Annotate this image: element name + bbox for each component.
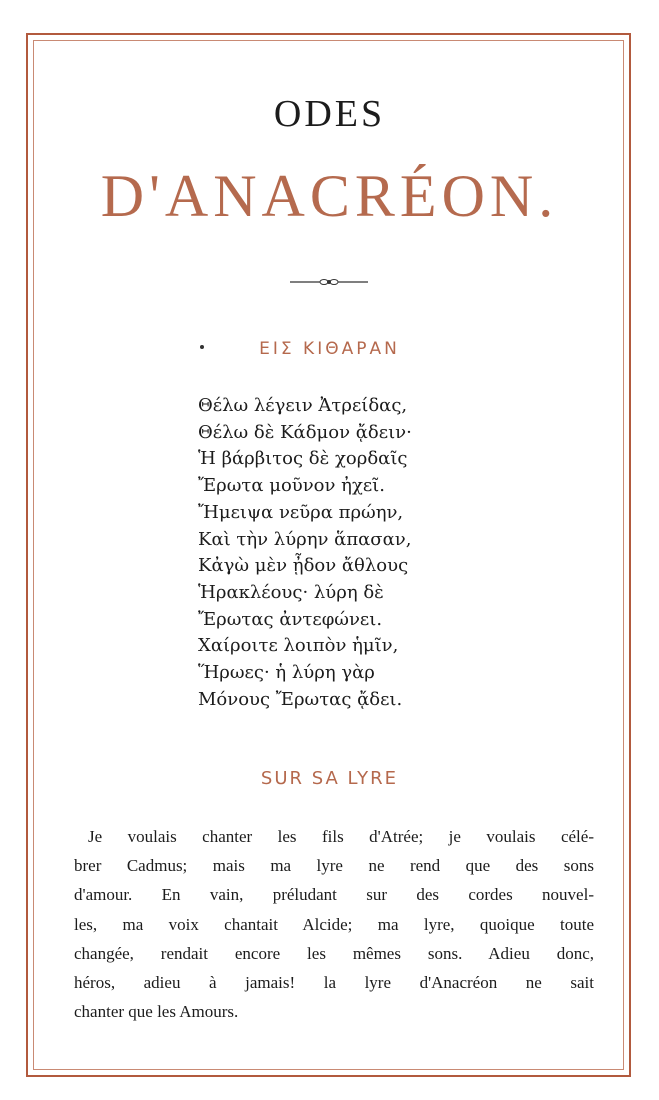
greek-verse-line: Κἀγὼ μὲν ᾖδον ἄθλους [198, 555, 409, 577]
paragraph-line: chanter que les Amours. [74, 1002, 239, 1022]
greek-verse-line: Ἥρωες· ἡ λύρη γὰρ [198, 662, 375, 684]
flourish-ornament-icon [290, 276, 368, 288]
paragraph-line: Je voulais chanter les fils d'Atrée; je voulais célé- [88, 827, 594, 846]
paragraph-line: les, ma voix chantait Alcide; ma lyre, quoique toute [74, 914, 594, 934]
greek-verse-line: Μόνους Ἔρωτας ᾄδει. [198, 688, 403, 710]
title-odes: ODES [273, 93, 386, 135]
greek-verse-line: Ἤμειψα νεῦρα πρώην, [198, 501, 404, 523]
title-anacreon: D'ANACRÉON. [100, 163, 559, 229]
paragraph-line: d'amour. En vain, préludant sur des cordes nouvel- [74, 885, 594, 905]
french-translation-heading: SUR SA LYRE [260, 768, 399, 789]
greek-verse-line: Ἔρωτας ἀντεφώνει. [198, 608, 383, 630]
greek-verse-line: Ἔρωτα μοῦνον ἠχεῖ. [198, 475, 385, 497]
paragraph-line: héros, adieu à jamais! la lyre d'Anacréon ne sait [74, 973, 594, 993]
paragraph-line: changée, rendait encore les mêmes sons. Adieu donc, [74, 943, 594, 963]
greek-verse-line: Χαίροιτε λοιπὸν ἡμῖν, [198, 635, 399, 657]
greek-verse-line: Καὶ τὴν λύρην ἅπασαν, [198, 528, 412, 550]
greek-verse-line: Ἡρακλέους· λύρη δὲ [198, 581, 384, 603]
french-translation-paragraph [74, 822, 594, 1026]
greek-poem [198, 393, 458, 713]
greek-verse-line: Ἡ βάρβιτος δὲ χορδαῖς [198, 448, 408, 470]
paragraph-line: brer Cadmus; mais ma lyre ne rend que des sons [74, 856, 594, 876]
greek-verse-line: Θέλω λέγειν Ἀτρείδας, [198, 395, 408, 416]
greek-ode-heading: ΕΙΣ ΚΙΘΑΡΑΝ [259, 339, 400, 359]
greek-verse-line: Θέλω δὲ Κάδμον ᾄδειν· [198, 421, 412, 443]
